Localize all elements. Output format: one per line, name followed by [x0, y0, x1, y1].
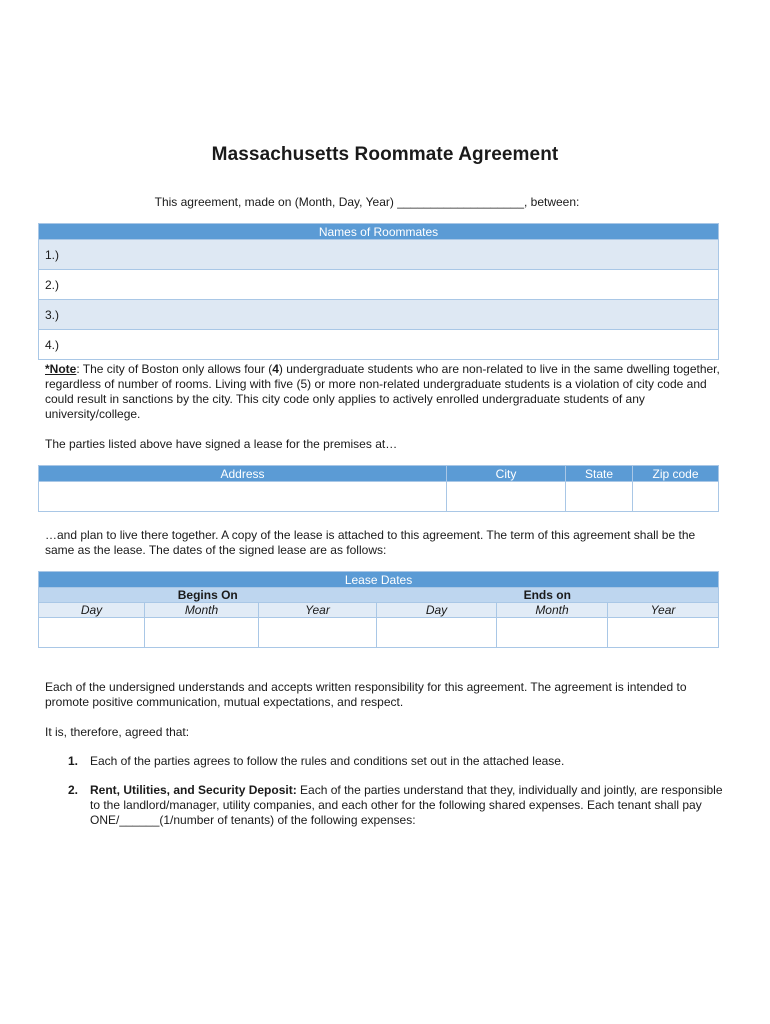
begin-day-field[interactable]	[39, 618, 145, 648]
roommate-row-2[interactable]: 2.)	[39, 270, 719, 300]
note-text-1: : The city of Boston only allows four (	[76, 362, 273, 376]
plan-text: …and plan to live there together. A copy of the lease is attached to this agreement. The term of this agreement shall be the same as the lease. The dates of the signed lease are as follows:	[45, 528, 696, 557]
roommate-row-3[interactable]: 3.)	[39, 300, 719, 330]
end-year-header: Year	[608, 603, 719, 618]
note-label: *Note	[45, 362, 77, 376]
end-day-header: Day	[377, 603, 497, 618]
term-item-2	[68, 783, 728, 828]
roommates-table-header: Names of Roommates	[39, 224, 719, 240]
end-month-field[interactable]	[497, 618, 608, 648]
ends-on-header: Ends on	[377, 588, 719, 603]
note-number: 4	[272, 362, 279, 376]
end-day-field[interactable]	[377, 618, 497, 648]
zip-header: Zip code	[633, 466, 719, 482]
address-field[interactable]	[39, 482, 447, 512]
city-header: City	[447, 466, 566, 482]
begin-year-field[interactable]	[259, 618, 377, 648]
agreement-date-line: This agreement, made on (Month, Day, Year) ___________________, between:	[154, 195, 580, 209]
lease-dates-table	[38, 571, 719, 648]
begin-day-header: Day	[39, 603, 145, 618]
zip-field[interactable]	[633, 482, 719, 512]
address-table	[38, 465, 719, 512]
boston-note	[45, 362, 725, 422]
begin-month-field[interactable]	[145, 618, 259, 648]
state-header: State	[566, 466, 633, 482]
premises-intro: The parties listed above have signed a lease for the premises at…	[45, 437, 398, 451]
end-year-field[interactable]	[608, 618, 719, 648]
begin-year-header: Year	[259, 603, 377, 618]
roommates-table	[38, 223, 719, 360]
page-title: Massachusetts Roommate Agreement	[211, 144, 559, 165]
terms-list	[68, 754, 728, 842]
begin-month-header: Month	[145, 603, 259, 618]
lease-dates-header: Lease Dates	[39, 572, 719, 588]
understanding-text: Each of the undersigned understands and accepts written responsibility for this agreement. The agreement is intended to promote positive communication, mutual expectations, and respect.	[45, 680, 687, 709]
end-month-header: Month	[497, 603, 608, 618]
roommate-row-4[interactable]: 4.)	[39, 330, 719, 360]
term-item-1	[68, 754, 728, 769]
begins-on-header: Begins On	[39, 588, 377, 603]
term-text-2: Each of the parties understand that they, individually and jointly, are responsible to the landlord/manager, utility companies, and each other for the following shared expenses. Each tenant shall pay ONE/______(1/number of tenants) of the following expenses:	[90, 783, 723, 827]
city-field[interactable]	[447, 482, 566, 512]
term-title-2: Rent, Utilities, and Security Deposit:	[90, 783, 297, 797]
address-header: Address	[39, 466, 447, 482]
state-field[interactable]	[566, 482, 633, 512]
term-text-1: Each of the parties agrees to follow the rules and conditions set out in the attached lease.	[90, 754, 565, 768]
term-number-2: 2.	[68, 783, 79, 797]
note-text-2: ) undergraduate students who are non-related to live in the same dwelling together, regardless of number of rooms. Living with five (5) or more non-related undergraduate students is a violation of city code and could result in sanctions by the city. This city code only applies to actively enrolled undergraduate students of any university/college.	[45, 362, 720, 421]
term-number-1: 1.	[68, 754, 79, 768]
roommate-row-1[interactable]: 1.)	[39, 240, 719, 270]
agreed-intro: It is, therefore, agreed that:	[45, 725, 190, 739]
